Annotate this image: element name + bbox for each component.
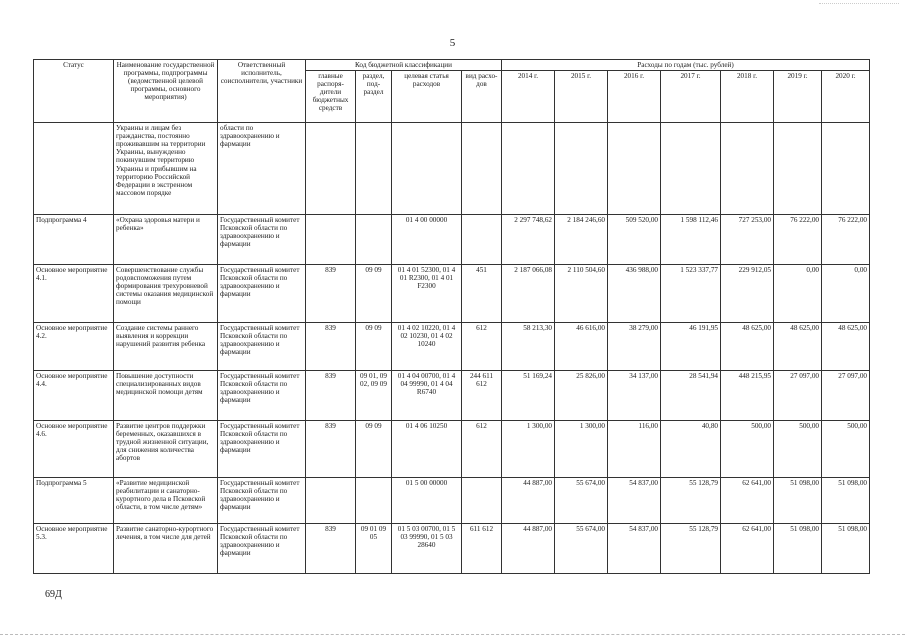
cell-section: 09 09 [356, 323, 392, 371]
cell-executor: Государственный комитет Псковской области по здравоохранению и фармации [218, 265, 306, 323]
cell-target [392, 123, 462, 215]
col-header-section: раздел, под-раздел [356, 71, 392, 123]
cell-value-2015: 1 300,00 [555, 421, 608, 478]
cell-target: 01 4 04 00700, 01 4 04 99990, 01 4 04 R6740 [392, 371, 462, 421]
cell-target: 01 4 06 10250 [392, 421, 462, 478]
col-header-year-2018: 2018 г. [721, 71, 774, 123]
cell-section: 09 09 [356, 421, 392, 478]
cell-value-2014: 2 187 066,08 [502, 265, 555, 323]
table-row [34, 421, 870, 478]
cell-value-2014: 2 297 748,62 [502, 215, 555, 265]
cell-status: Основное мероприятие 4.4. [34, 371, 114, 421]
cell-target: 01 5 03 00700, 01 5 03 99990, 01 5 03 28640 [392, 524, 462, 574]
cell-value-2020: 48 625,00 [822, 323, 870, 371]
col-header-name: Наименование государственной программы, подпрограммы (ведомственной целевой программы, основного мероприятия) [114, 60, 218, 123]
cell-status [34, 123, 114, 215]
cell-value-2015: 2 184 246,60 [555, 215, 608, 265]
col-header-year-2017: 2017 г. [661, 71, 721, 123]
cell-status: Основное мероприятие 4.6. [34, 421, 114, 478]
cell-value-2017: 28 541,94 [661, 371, 721, 421]
cell-value-2018: 48 625,00 [721, 323, 774, 371]
cell-type [462, 478, 502, 524]
cell-value-2019: 48 625,00 [774, 323, 822, 371]
cell-value-2014: 58 213,30 [502, 323, 555, 371]
cell-value-2019: 51 098,00 [774, 524, 822, 574]
col-header-type: вид расхо-дов [462, 71, 502, 123]
cell-value-2014: 1 300,00 [502, 421, 555, 478]
col-header-year-2015: 2015 г. [555, 71, 608, 123]
cell-grbs: 839 [306, 265, 356, 323]
scan-artifact-bottom [0, 634, 905, 636]
cell-executor: Государственный комитет Псковской области по здравоохранению и фармации [218, 371, 306, 421]
col-header-expenses: Расходы по годам (тыс. рублей) [502, 60, 870, 71]
cell-value-2014: 44 887,00 [502, 478, 555, 524]
cell-value-2020: 500,00 [822, 421, 870, 478]
col-header-year-2020: 2020 г. [822, 71, 870, 123]
table-row [34, 524, 870, 574]
cell-value-2020 [822, 123, 870, 215]
cell-grbs [306, 123, 356, 215]
col-header-executor: Ответственный исполнитель, соисполнители, участники [218, 60, 306, 123]
cell-value-2016 [608, 123, 661, 215]
cell-grbs [306, 215, 356, 265]
col-header-bcc: Код бюджетной классификации [306, 60, 502, 71]
cell-value-2017: 40,80 [661, 421, 721, 478]
cell-value-2019: 51 098,00 [774, 478, 822, 524]
cell-value-2019: 27 097,00 [774, 371, 822, 421]
cell-value-2018: 448 215,95 [721, 371, 774, 421]
cell-value-2017: 55 128,79 [661, 478, 721, 524]
cell-value-2020: 76 222,00 [822, 215, 870, 265]
cell-value-2018: 229 912,05 [721, 265, 774, 323]
cell-value-2014: 51 169,24 [502, 371, 555, 421]
cell-value-2016: 54 837,00 [608, 478, 661, 524]
header-row-1 [34, 60, 870, 71]
cell-grbs: 839 [306, 371, 356, 421]
cell-value-2017: 46 191,95 [661, 323, 721, 371]
cell-value-2014: 44 887,00 [502, 524, 555, 574]
cell-executor: Государственный комитет Псковской области по здравоохранению и фармации [218, 421, 306, 478]
page-number: 5 [449, 37, 456, 49]
cell-value-2015: 55 674,00 [555, 524, 608, 574]
cell-status: Основное мероприятие 5.3. [34, 524, 114, 574]
cell-value-2019: 500,00 [774, 421, 822, 478]
cell-status: Основное мероприятие 4.1. [34, 265, 114, 323]
table-row [34, 215, 870, 265]
cell-section [356, 123, 392, 215]
cell-status: Основное мероприятие 4.2. [34, 323, 114, 371]
document-code: 69Д [45, 589, 62, 600]
cell-value-2018: 62 641,00 [721, 478, 774, 524]
cell-value-2018: 500,00 [721, 421, 774, 478]
cell-name: Повышение доступности специализированных видов медицинской помощи детям [114, 371, 218, 421]
cell-name: Создание системы раннего выявления и коррекции нарушений развития ребенка [114, 323, 218, 371]
cell-value-2020: 51 098,00 [822, 524, 870, 574]
col-header-grbs: главные распоря-дители бюджетных средств [306, 71, 356, 123]
cell-type: 451 [462, 265, 502, 323]
cell-type [462, 215, 502, 265]
cell-name: Развитие санаторно-курортного лечения, в том числе для детей [114, 524, 218, 574]
cell-value-2019: 0,00 [774, 265, 822, 323]
cell-value-2015: 46 616,00 [555, 323, 608, 371]
cell-executor: Государственный комитет Псковской области по здравоохранению и фармации [218, 323, 306, 371]
cell-grbs [306, 478, 356, 524]
cell-name: «Охрана здоровья матери и ребенка» [114, 215, 218, 265]
cell-value-2017: 1 598 112,46 [661, 215, 721, 265]
cell-value-2015 [555, 123, 608, 215]
cell-value-2017: 55 128,79 [661, 524, 721, 574]
col-header-year-2016: 2016 г. [608, 71, 661, 123]
cell-value-2016: 116,00 [608, 421, 661, 478]
cell-status: Подпрограмма 4 [34, 215, 114, 265]
cell-target: 01 4 02 10220, 01 4 02 10230, 01 4 02 10240 [392, 323, 462, 371]
table-row [34, 123, 870, 215]
cell-section: 09 09 [356, 265, 392, 323]
cell-value-2016: 54 837,00 [608, 524, 661, 574]
cell-value-2014 [502, 123, 555, 215]
cell-value-2015: 55 674,00 [555, 478, 608, 524]
cell-name: Украины и лицам без гражданства, постоянно проживавшим на территории Украины, вынужденно покинувшим территорию Украины и прибывшим на территорию Российской Федерации в экстренном массовом порядке [114, 123, 218, 215]
cell-value-2018 [721, 123, 774, 215]
cell-type: 612 [462, 323, 502, 371]
cell-target: 01 4 00 00000 [392, 215, 462, 265]
budget-table [33, 59, 870, 574]
col-header-year-2014: 2014 г. [502, 71, 555, 123]
cell-name: Развитие центров поддержки беременных, оказавшихся в трудной жизненной ситуации, для снижения количества абортов [114, 421, 218, 478]
cell-name: Совершенствование службы родовспоможения путем формирования трехуровневой системы оказания медицинской помощи [114, 265, 218, 323]
table-row [34, 323, 870, 371]
cell-value-2016: 509 520,00 [608, 215, 661, 265]
cell-executor: Государственный комитет Псковской области по здравоохранению и фармации [218, 524, 306, 574]
cell-value-2020: 51 098,00 [822, 478, 870, 524]
col-header-year-2019: 2019 г. [774, 71, 822, 123]
cell-type: 612 [462, 421, 502, 478]
cell-name: «Развитие медицинской реабилитации и санаторно-курортного дела в Псковской области, в том числе детям» [114, 478, 218, 524]
cell-value-2015: 25 826,00 [555, 371, 608, 421]
col-header-status: Статус [34, 60, 114, 123]
cell-executor: Государственный комитет Псковской области по здравоохранению и фармации [218, 215, 306, 265]
cell-value-2016: 436 988,00 [608, 265, 661, 323]
cell-target: 01 5 00 00000 [392, 478, 462, 524]
table-row [34, 371, 870, 421]
cell-executor: области по здравоохранению и фармации [218, 123, 306, 215]
cell-grbs: 839 [306, 421, 356, 478]
cell-value-2020: 27 097,00 [822, 371, 870, 421]
cell-section: 09 01, 09 02, 09 09 [356, 371, 392, 421]
cell-value-2017 [661, 123, 721, 215]
cell-value-2018: 62 641,00 [721, 524, 774, 574]
table-row [34, 265, 870, 323]
cell-section [356, 478, 392, 524]
cell-grbs: 839 [306, 323, 356, 371]
cell-value-2016: 38 279,00 [608, 323, 661, 371]
cell-value-2015: 2 110 504,60 [555, 265, 608, 323]
cell-type [462, 123, 502, 215]
cell-value-2017: 1 523 337,77 [661, 265, 721, 323]
cell-grbs: 839 [306, 524, 356, 574]
scan-artifact-top [819, 3, 899, 5]
cell-status: Подпрограмма 5 [34, 478, 114, 524]
cell-value-2019 [774, 123, 822, 215]
cell-value-2016: 34 137,00 [608, 371, 661, 421]
cell-section [356, 215, 392, 265]
cell-target: 01 4 01 52300, 01 4 01 R2300, 01 4 01 F2300 [392, 265, 462, 323]
cell-executor: Государственный комитет Псковской области по здравоохранению и фармации [218, 478, 306, 524]
col-header-target: целевая статья расходов [392, 71, 462, 123]
cell-value-2018: 727 253,00 [721, 215, 774, 265]
cell-type: 244 611 612 [462, 371, 502, 421]
cell-section: 09 01 09 05 [356, 524, 392, 574]
cell-type: 611 612 [462, 524, 502, 574]
cell-value-2020: 0,00 [822, 265, 870, 323]
cell-value-2019: 76 222,00 [774, 215, 822, 265]
table-row [34, 478, 870, 524]
